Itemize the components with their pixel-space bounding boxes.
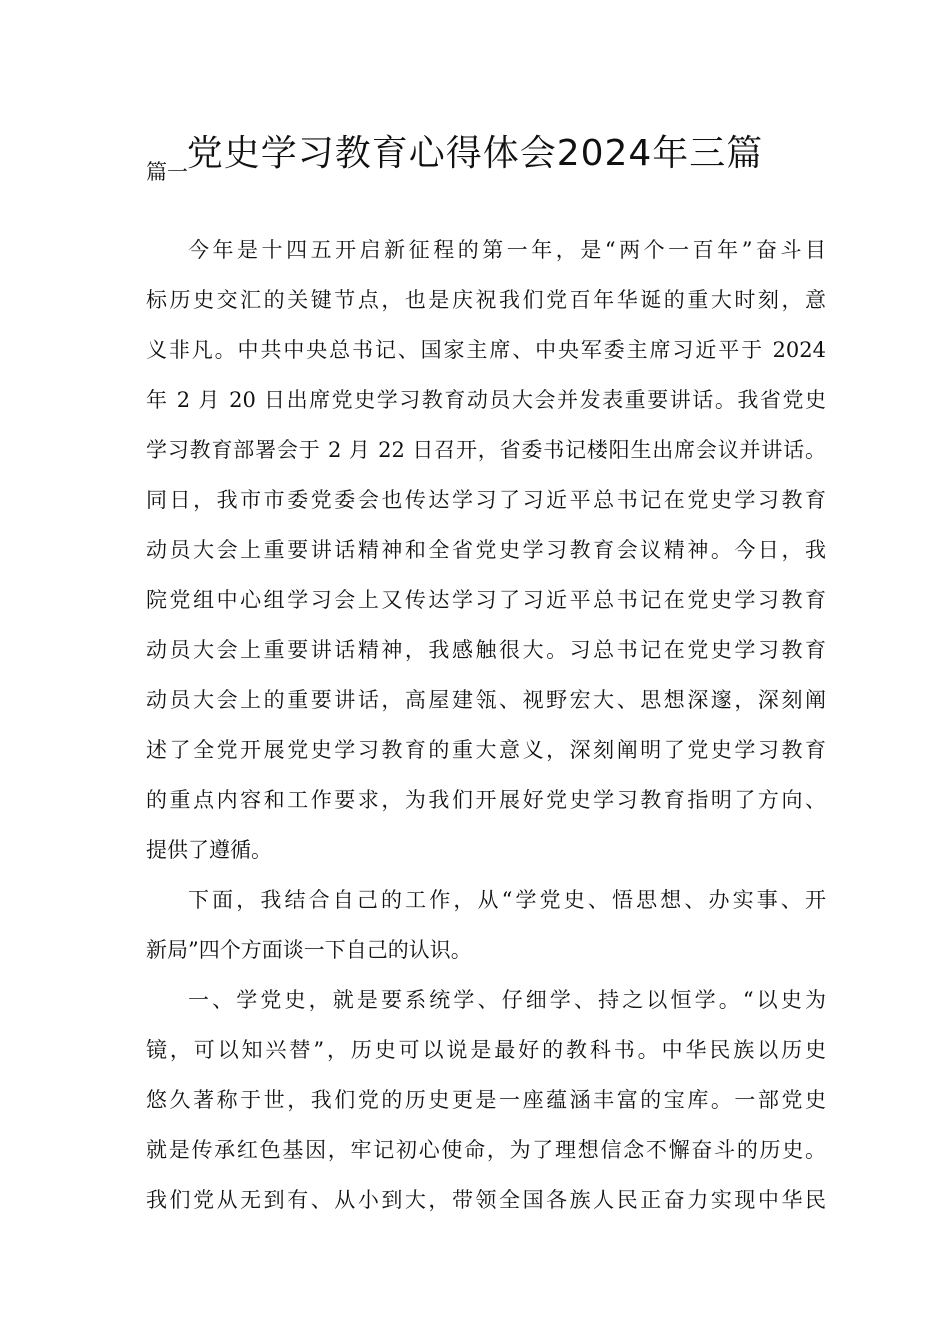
paragraph-line: 同日，我市市委党委会也传达学习了习近平总书记在党史学习教育 bbox=[146, 488, 826, 512]
paragraph-line: 下面，我结合自己的工作，从“学党史、悟思想、办实事、开 bbox=[188, 888, 826, 912]
paragraph-line: 提供了遵循。 bbox=[146, 838, 272, 862]
paragraph-line: 院党组中心组学习会上又传达学习了习近平总书记在党史学习教育 bbox=[146, 588, 826, 612]
paragraph-line: 动员大会上的重要讲话，高屋建瓴、视野宏大、思想深邃，深刻阐 bbox=[146, 688, 826, 712]
section-label: 篇一 bbox=[146, 160, 188, 184]
paragraph-line: 标历史交汇的关键节点，也是庆祝我们党百年华诞的重大时刻，意 bbox=[146, 288, 826, 312]
paragraph-line: 我们党从无到有、从小到大，带领全国各族人民正奋力实现中华民 bbox=[146, 1188, 826, 1212]
paragraph-line: 年 2 月 20 日出席党史学习教育动员大会并发表重要讲话。我省党史 bbox=[146, 388, 826, 412]
paragraph-line: 义非凡。中共中央总书记、国家主席、中央军委主席习近平于 2024 bbox=[146, 338, 826, 362]
paragraph-line: 动员大会上重要讲话精神，我感触很大。习总书记在党史学习教育 bbox=[146, 638, 826, 662]
paragraph-line: 动员大会上重要讲话精神和全省党史学习教育会议精神。今日，我 bbox=[146, 538, 826, 562]
paragraph-line: 镜，可以知兴替”，历史可以说是最好的教科书。中华民族以历史 bbox=[146, 1038, 826, 1062]
paragraph-line: 述了全党开展党史学习教育的重大意义，深刻阐明了党史学习教育 bbox=[146, 738, 826, 762]
paragraph-line: 学习教育部署会于 2 月 22 日召开，省委书记楼阳生出席会议并讲话。 bbox=[146, 438, 826, 462]
paragraph-line: 新局”四个方面谈一下自己的认识。 bbox=[146, 938, 472, 962]
paragraph-line: 就是传承红色基因，牢记初心使命，为了理想信念不懈奋斗的历史。 bbox=[146, 1138, 826, 1162]
document-title: 党史学习教育心得体会2024年三篇 bbox=[186, 133, 764, 174]
paragraph-line: 一、学党史，就是要系统学、仔细学、持之以恒学。“以史为 bbox=[188, 988, 826, 1012]
paragraph-line: 的重点内容和工作要求，为我们开展好党史学习教育指明了方向、 bbox=[146, 788, 826, 812]
paragraph-line: 悠久著称于世，我们党的历史更是一座蕴涵丰富的宝库。一部党史 bbox=[146, 1088, 826, 1112]
paragraph-line: 今年是十四五开启新征程的第一年，是“两个一百年”奋斗目 bbox=[188, 238, 826, 262]
